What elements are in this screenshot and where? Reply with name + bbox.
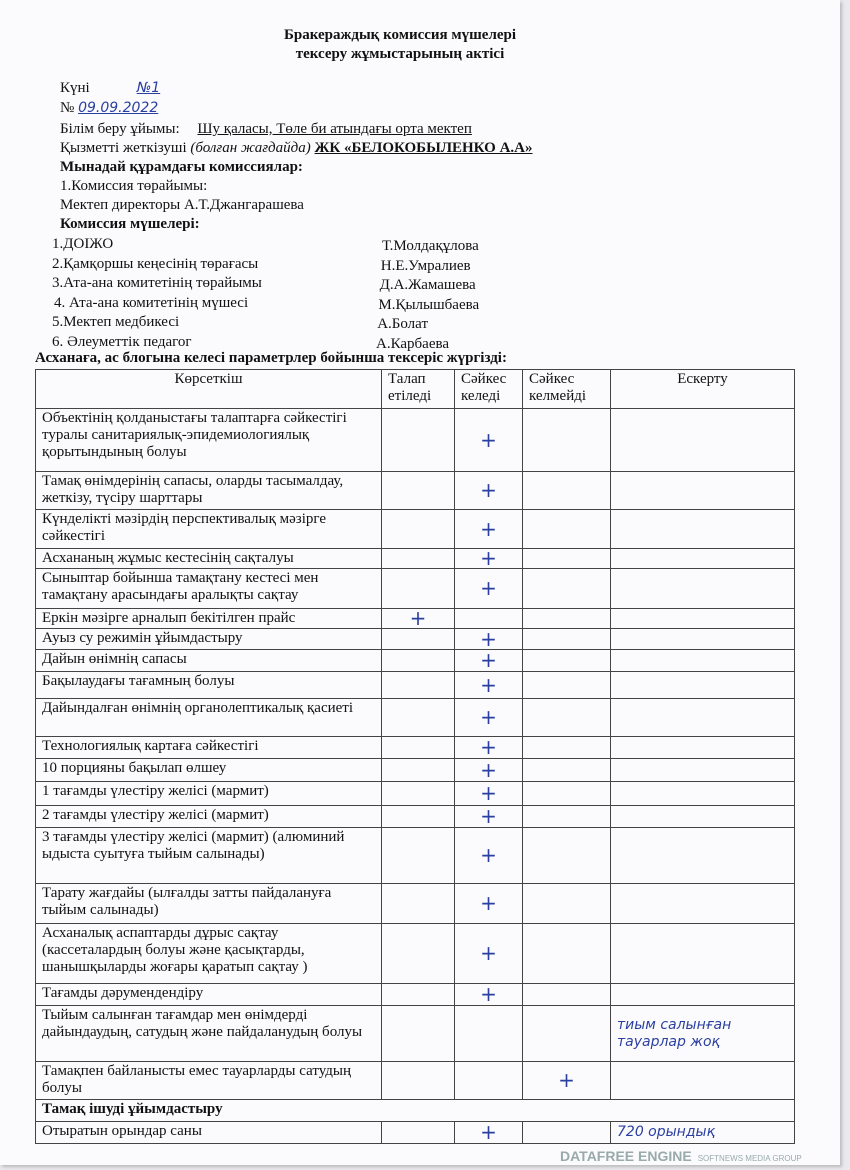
required-cell xyxy=(382,924,455,984)
required-cell xyxy=(382,1062,455,1100)
noncompliant-cell xyxy=(523,884,611,924)
remark-cell xyxy=(611,984,795,1006)
indicator-cell: Бақылаудағы тағамның болуы xyxy=(36,672,382,699)
indicator-cell: 10 порцияны бақылап өлшеу xyxy=(36,759,382,782)
table-row xyxy=(36,737,795,759)
date-value: №1 xyxy=(136,80,161,96)
required-cell xyxy=(382,472,455,510)
noncompliant-cell xyxy=(523,737,611,759)
required-cell xyxy=(382,629,455,650)
table-row xyxy=(36,650,795,672)
indicator-cell: Объектінің қолданыстағы талаптарға сәйкестігі туралы санитариялық-эпидемиологиялық қорытындының болуы xyxy=(36,409,382,472)
noncompliant-cell xyxy=(523,629,611,650)
remark-cell xyxy=(611,699,795,737)
required-cell xyxy=(382,549,455,569)
member-name: Н.Е.Умралиев xyxy=(380,257,471,274)
member-role: 2.Қамқоршы кеңесінің төрағасы xyxy=(52,255,259,272)
indicator-cell: Тыйым салынған тағамдар мен өнімдерді дайындаудың, сатудың және пайдаланудың болуы xyxy=(36,1006,382,1062)
member-role: 6. Әлеуметтік педагог xyxy=(52,333,192,350)
remark-cell xyxy=(611,549,795,569)
compliant-cell: + xyxy=(455,806,523,828)
table-row xyxy=(36,806,795,828)
noncompliant-cell xyxy=(523,569,611,609)
table-row xyxy=(36,699,795,737)
indicator-cell: 3 тағамды үлестіру желісі (мармит) (алюминий ыдыста суытуға тыйым салынады) xyxy=(36,828,382,884)
inspection-table xyxy=(35,369,795,1144)
noncompliant-cell xyxy=(523,510,611,549)
column-required: Талап етіледі xyxy=(382,370,455,409)
noncompliant-cell: + xyxy=(523,1062,611,1100)
number-value: 09.09.2022 xyxy=(78,100,159,116)
date-line xyxy=(60,80,203,97)
table-row xyxy=(36,472,795,510)
indicator-cell: Технологиялық картаға сәйкестігі xyxy=(36,737,382,759)
required-cell xyxy=(382,409,455,472)
required-cell xyxy=(382,510,455,549)
compliant-cell xyxy=(455,609,523,629)
table-row xyxy=(36,569,795,609)
indicator-cell: Сыныптар бойынша тамақтану кестесі мен тамақтану арасындағы аралықты сақтау xyxy=(36,569,382,609)
table-row xyxy=(36,409,795,472)
org-value: Шу қаласы, Төле би атындағы орта мектеп xyxy=(197,121,472,137)
watermark-line-1: DATAFREE ENGINE xyxy=(560,1148,692,1164)
remark-cell: тиым салынған тауарлар жоқ xyxy=(611,1006,795,1062)
indicator-cell: 2 тағамды үлестіру желісі (мармит) xyxy=(36,806,382,828)
indicator-cell: 1 тағамды үлестіру желісі (мармит) xyxy=(36,782,382,806)
remark-cell: 720 орындық xyxy=(611,1122,795,1144)
commission-heading: Мынадай құрамдағы комиссиялар: xyxy=(60,159,303,175)
compliant-cell: + xyxy=(455,569,523,609)
compliant-cell xyxy=(455,1006,523,1062)
required-cell xyxy=(382,759,455,782)
table-heading: Асханаға, ас блогына келесі параметрлер бойынша тексеріс жүргізді: xyxy=(35,350,507,366)
supplier-value: ЖК «БЕЛОКОБЫЛЕНКО А.А» xyxy=(314,140,533,156)
compliant-cell: + xyxy=(455,737,523,759)
remark-cell xyxy=(611,782,795,806)
watermark xyxy=(560,1148,802,1167)
table-row xyxy=(36,884,795,924)
noncompliant-cell xyxy=(523,806,611,828)
member-name: А.Карбаева xyxy=(376,335,450,352)
table-row xyxy=(36,672,795,699)
column-noncompliant: Сәйкес келмейді xyxy=(523,370,611,409)
table-row xyxy=(36,782,795,806)
table-row xyxy=(36,759,795,782)
noncompliant-cell xyxy=(523,828,611,884)
required-cell xyxy=(382,699,455,737)
noncompliant-cell xyxy=(523,1006,611,1062)
table-row xyxy=(36,1062,795,1100)
member-role: 4. Ата-ана комитетінің мүшесі xyxy=(54,294,249,311)
remark-cell xyxy=(611,884,795,924)
compliant-cell: + xyxy=(455,924,523,984)
indicator-cell: Күнделікті мәзірдің перспективалық мәзірге сәйкестігі xyxy=(36,510,382,549)
indicator-cell: Еркін мәзірге арналып бекітілген прайс xyxy=(36,609,382,629)
required-cell xyxy=(382,737,455,759)
noncompliant-cell xyxy=(523,549,611,569)
indicator-cell: Отыратын орындар саны xyxy=(36,1122,382,1144)
member-name: Т.Молдақұлова xyxy=(382,238,479,254)
document-title-line-2: тексеру жұмыстарының актісі xyxy=(295,46,505,62)
compliant-cell: + xyxy=(455,884,523,924)
member-name: М.Қылышбаева xyxy=(378,296,480,313)
column-compliant: Сәйкес келеді xyxy=(455,370,523,409)
noncompliant-cell xyxy=(523,609,611,629)
compliant-cell: + xyxy=(455,409,523,472)
section-row xyxy=(36,1100,795,1122)
required-cell xyxy=(382,984,455,1006)
table-row xyxy=(36,828,795,884)
table-row xyxy=(36,510,795,549)
required-cell xyxy=(382,569,455,609)
noncompliant-cell xyxy=(523,650,611,672)
table-row xyxy=(36,984,795,1006)
date-label: Күні xyxy=(60,80,90,96)
remark-cell xyxy=(611,924,795,984)
remark-cell xyxy=(611,650,795,672)
noncompliant-cell xyxy=(523,759,611,782)
indicator-cell: Асхананың жұмыс кестесінің сақталуы xyxy=(36,549,382,569)
remark-cell xyxy=(611,472,795,510)
compliant-cell: + xyxy=(455,510,523,549)
table-row xyxy=(36,549,795,569)
remark-cell xyxy=(611,569,795,609)
indicator-cell: Тарату жағдайы (ылғалды затты пайдалануға тыйым салынады) xyxy=(36,884,382,924)
compliant-cell xyxy=(455,1062,523,1100)
noncompliant-cell xyxy=(523,472,611,510)
required-cell: + xyxy=(382,609,455,629)
column-remark: Ескерту xyxy=(611,370,795,409)
required-cell xyxy=(382,650,455,672)
supplier-line xyxy=(60,140,533,157)
required-cell xyxy=(382,884,455,924)
indicator-cell: Ауыз су режимін ұйымдастыру xyxy=(36,629,382,650)
table-row xyxy=(36,924,795,984)
remark-cell xyxy=(611,510,795,549)
indicator-cell: Тамақпен байланысты емес тауарларды сатудың болуы xyxy=(36,1062,382,1100)
supplier-note: (болған жағдайда) xyxy=(190,140,311,156)
compliant-cell: + xyxy=(455,699,523,737)
compliant-cell: + xyxy=(455,1122,523,1144)
noncompliant-cell xyxy=(523,782,611,806)
org-line xyxy=(60,121,472,138)
noncompliant-cell xyxy=(523,1122,611,1144)
compliant-cell: + xyxy=(455,472,523,510)
required-cell xyxy=(382,1006,455,1062)
required-cell xyxy=(382,806,455,828)
indicator-cell: Тағамды дәрумендендіру xyxy=(36,984,382,1006)
compliant-cell: + xyxy=(455,629,523,650)
remark-cell xyxy=(611,737,795,759)
indicator-cell: Асханалық аспаптарды дұрыс сақтау (кассеталардың болуы және қасықтарды, шанышқыларды жоғары қаратып сақтау ) xyxy=(36,924,382,984)
compliant-cell: + xyxy=(455,984,523,1006)
document-title-line-1: Бракераждық комиссия мүшелері xyxy=(283,27,517,43)
member-role: 1.ДОІЖО xyxy=(52,236,114,252)
compliant-cell: + xyxy=(455,650,523,672)
member-name: А.Болат xyxy=(377,316,428,332)
member-role: 3.Ата-ана комитетінің төрайымы xyxy=(52,275,262,291)
required-cell xyxy=(382,782,455,806)
compliant-cell: + xyxy=(455,759,523,782)
members-heading: Комиссия мүшелері: xyxy=(60,216,200,232)
noncompliant-cell xyxy=(523,699,611,737)
table-row xyxy=(36,629,795,650)
org-label: Білім беру ұйымы: xyxy=(60,121,180,137)
noncompliant-cell xyxy=(523,672,611,699)
required-cell xyxy=(382,828,455,884)
remark-cell xyxy=(611,828,795,884)
section-title: Тамақ ішуді ұйымдастыру xyxy=(36,1100,795,1122)
compliant-cell: + xyxy=(455,672,523,699)
table-row xyxy=(36,1006,795,1062)
table-row xyxy=(36,1122,795,1144)
noncompliant-cell xyxy=(523,409,611,472)
compliant-cell: + xyxy=(455,549,523,569)
number-line xyxy=(60,100,158,117)
chair-value: Мектеп директоры А.Т.Джангарашева xyxy=(60,197,304,213)
compliant-cell: + xyxy=(455,782,523,806)
chair-label: 1.Комиссия төрайымы: xyxy=(60,178,208,194)
noncompliant-cell xyxy=(523,924,611,984)
column-indicator: Көрсеткіш xyxy=(36,370,382,409)
remark-cell xyxy=(611,806,795,828)
member-role: 5.Мектеп медбикесі xyxy=(52,314,180,330)
indicator-cell: Дайын өнімнің сапасы xyxy=(36,650,382,672)
indicator-cell: Дайындалған өнімнің органолептикалық қасиеті xyxy=(36,699,382,737)
number-label: № xyxy=(60,100,75,116)
compliant-cell: + xyxy=(455,828,523,884)
remark-cell xyxy=(611,672,795,699)
remark-cell xyxy=(611,629,795,650)
member-name: Д.А.Жамашева xyxy=(379,277,476,293)
required-cell xyxy=(382,1122,455,1144)
required-cell xyxy=(382,672,455,699)
indicator-cell: Тамақ өнімдерінің сапасы, оларды тасымалдау, жеткізу, түсіру шарттары xyxy=(36,472,382,510)
remark-cell xyxy=(611,609,795,629)
remark-cell xyxy=(611,1062,795,1100)
remark-cell xyxy=(611,759,795,782)
noncompliant-cell xyxy=(523,984,611,1006)
table-header-row xyxy=(36,370,795,409)
remark-cell xyxy=(611,409,795,472)
watermark-line-2: SOFTNEWS MEDIA GROUP xyxy=(697,1154,802,1163)
supplier-label: Қызметті жеткізуші xyxy=(60,140,187,156)
table-row xyxy=(36,609,795,629)
